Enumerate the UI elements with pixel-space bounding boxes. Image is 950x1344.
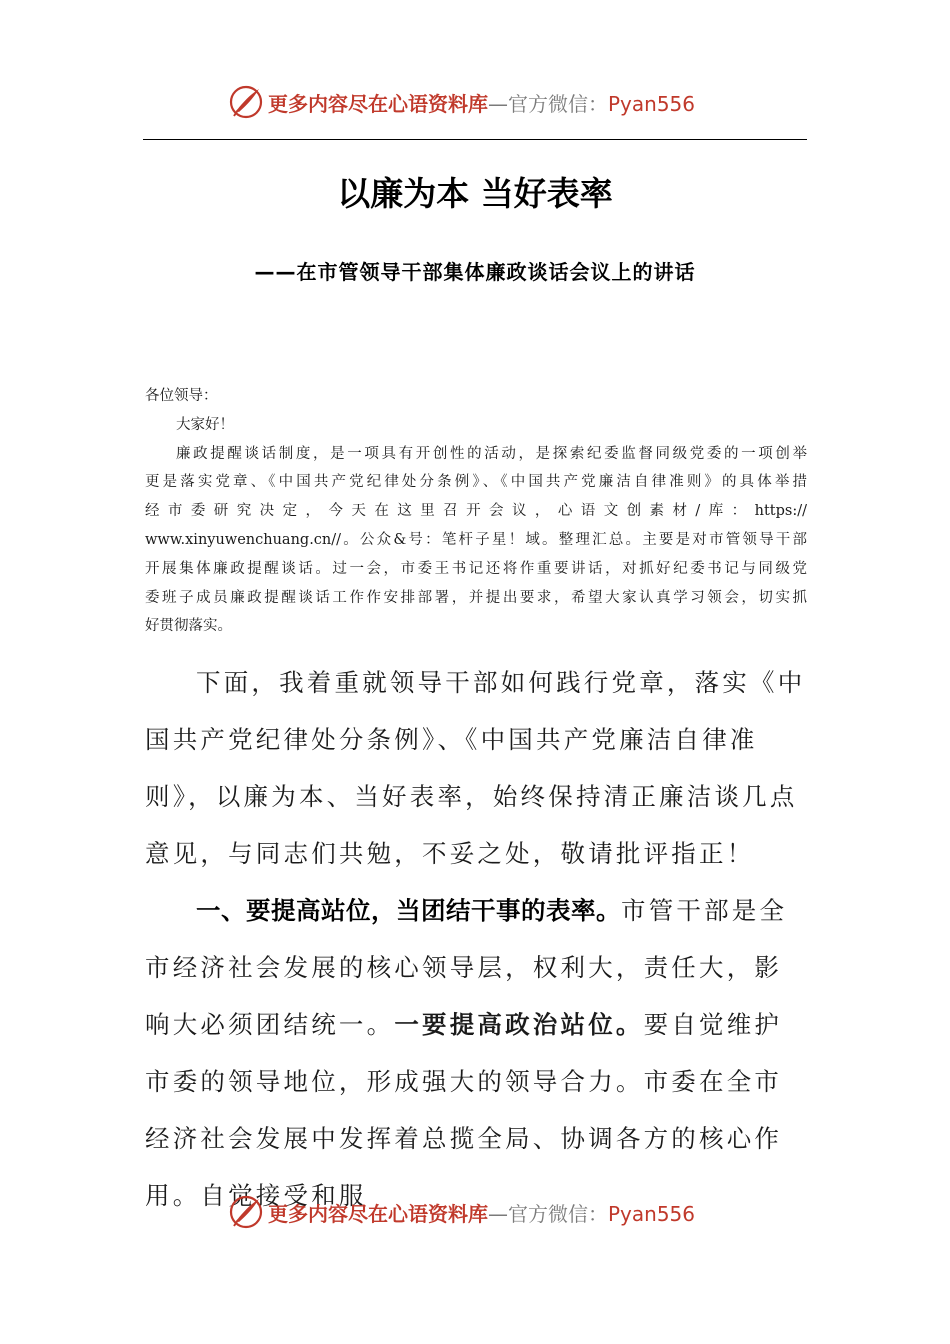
intro-section xyxy=(145,382,807,641)
banner-account-text: Pyan556 xyxy=(608,1201,696,1226)
intro-line: 开展集体廉政提醒谈话。过一会，市委王书记还将作重要讲话，对抓好纪委书记与同级党 xyxy=(145,560,807,577)
banner-mid-text: —官方微信： xyxy=(488,1201,608,1226)
banner-text xyxy=(268,88,695,117)
intro-line: 好贯彻落实。 xyxy=(145,618,232,635)
banner-main-text: 更多内容尽在心语资料库 xyxy=(268,1201,488,1226)
quill-logo-icon xyxy=(228,84,264,120)
section-1-text-a: 市管干部是全市经济社会发展的核心领导层，权利大，责任大，影响大必须团结统一。 xyxy=(145,896,788,1039)
intro-line: 委班子成员廉政提醒谈话工作作安排部署，并提出要求，希望大家认真学习领会，切实抓 xyxy=(145,589,807,606)
banner-text xyxy=(268,1198,695,1227)
paragraph-1: 下面，我着重就领导干部如何践行党章，落实《中国共产党纪律处分条例》、《中国共产党廉洁自律准则》，以廉为本、当好表率，始终保持清正廉洁谈几点意见，与同志们共勉，不妥之处，敬请批评指正！ xyxy=(145,668,806,868)
section-1-heading: 一、要提高站位，当团结干事的表率。 xyxy=(196,896,621,925)
footer-banner xyxy=(228,1192,695,1232)
banner-account-text: Pyan556 xyxy=(608,91,696,116)
section-1-text-b: 要自觉维护市委的领导地位，形成强大的领导合力。市委在全市经济社会发展中发挥着总揽全局、协调各方的核心作用。自觉接受和服 xyxy=(145,1010,783,1210)
intro-line: 更是落实党章、《中国共产党纪律处分条例》、《中国共产党廉洁自律准则》的具体举措 xyxy=(145,474,807,491)
paragraph-section-1 xyxy=(145,882,807,1224)
document-title: 以廉为本 当好表率 xyxy=(337,174,613,213)
banner-main-text: 更多内容尽在心语资料库 xyxy=(268,91,488,116)
header-divider xyxy=(143,139,807,140)
greeting: 大家好！ xyxy=(176,416,234,433)
document-subtitle: ——在市管领导干部集体廉政谈话会议上的讲话 xyxy=(254,260,696,284)
section-1-subheading: 一要提高政治站位。 xyxy=(394,1010,644,1039)
intro-line: 廉政提醒谈话制度，是一项具有开创性的活动，是探索纪委监督同级党委的一项创举 xyxy=(176,445,807,462)
banner-mid-text: —官方微信： xyxy=(488,91,608,116)
body-section xyxy=(145,654,807,1224)
salutation: 各位领导： xyxy=(145,388,218,404)
header-banner xyxy=(228,82,695,122)
intro-line: 经市委研究决定，今天在这里召开会议，心语文创素材/库：https:// xyxy=(145,503,807,520)
intro-line: www.xinyuwenchuang.cn//。公众&号：笔杆子星！域。整理汇总。主要是对市管领导干部 xyxy=(145,531,807,548)
quill-logo-icon xyxy=(228,1194,264,1230)
